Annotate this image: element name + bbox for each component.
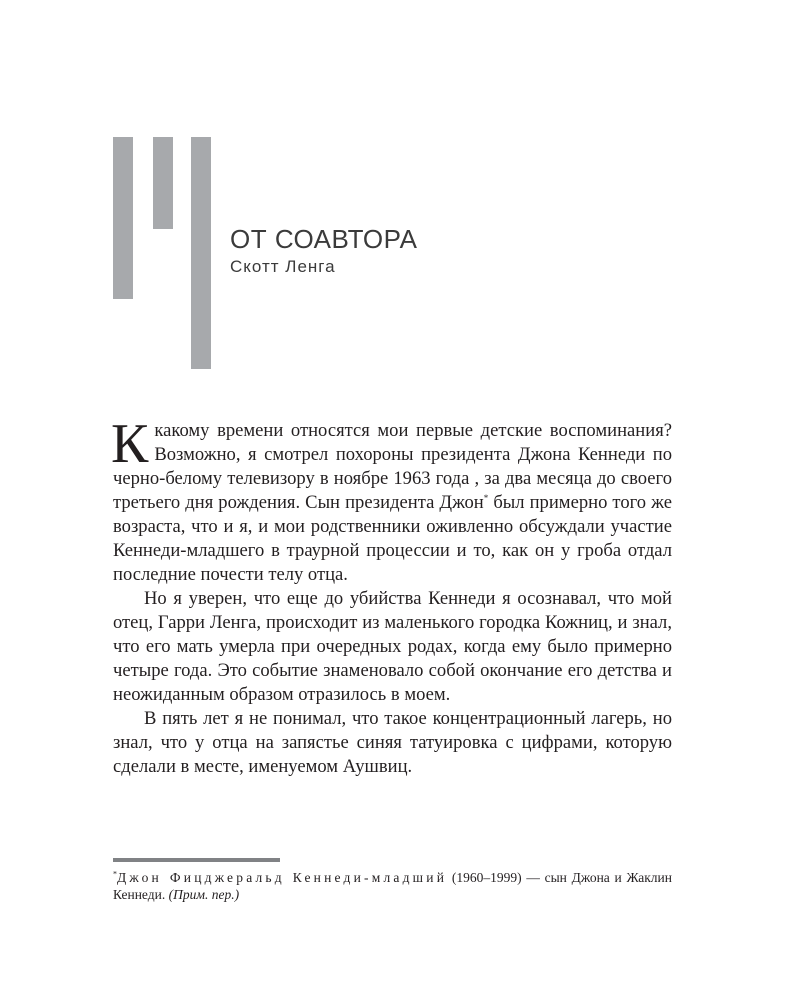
decorative-bar-middle — [153, 137, 173, 229]
decorative-bar-left — [113, 137, 133, 299]
chapter-author: Скотт Ленга — [230, 257, 336, 276]
footnote-divider — [113, 858, 280, 862]
paragraph-1 — [111, 413, 672, 587]
footnote — [113, 869, 672, 903]
decorative-bar-right — [191, 137, 211, 369]
paragraph-2: Но я уверен, что еще до убийства Кеннеди я осознавал, что мой отец, Гарри Ленга, происходит из маленького городка Кожниц, и знал, что его мать умерла при очередных родах, когда ему было примерно четыре года. Это событие знаменовало собой окончание его детства и неожиданным образом отразилось в моем. — [113, 588, 672, 705]
footnote-reference: * — [483, 492, 489, 503]
chapter-title: ОТ СОАВТОРА — [230, 224, 418, 254]
body-text — [111, 413, 672, 779]
paragraph-3: В пять лет я не понимал, что такое концентрационный лагерь, но знал, что у отца на запястье синяя татуировка с цифрами, которую сделали в месте, именуемом Аушвиц. — [113, 708, 672, 777]
paragraph-1-text-a: какому времени относятся мои первые детские воспоминания? Возможно, я смотрел похороны президента Джона Кеннеди по черно-белому телевизору в ноябре 1963 года , за два месяца до своего третьего дня рождения. Сын президента Джон — [113, 420, 672, 513]
footnote-translator-note: (Прим. пер.) — [168, 887, 240, 902]
footnote-mark: * — [113, 869, 117, 879]
footnote-text: (1960–1999) — сын Джона и Жаклин Кеннеди. — [113, 870, 672, 902]
footnote-name: Джон Фицджеральд Кеннеди-младший — [117, 870, 448, 885]
drop-cap: К — [111, 413, 149, 475]
paragraph-1-text-b: был примерно того же возраста, что и я, и мои родственники оживленно обсуждали участие Кеннеди-младшего в траурной процессии и то, как он у гроба отдал последние почести телу отца. — [113, 492, 672, 585]
